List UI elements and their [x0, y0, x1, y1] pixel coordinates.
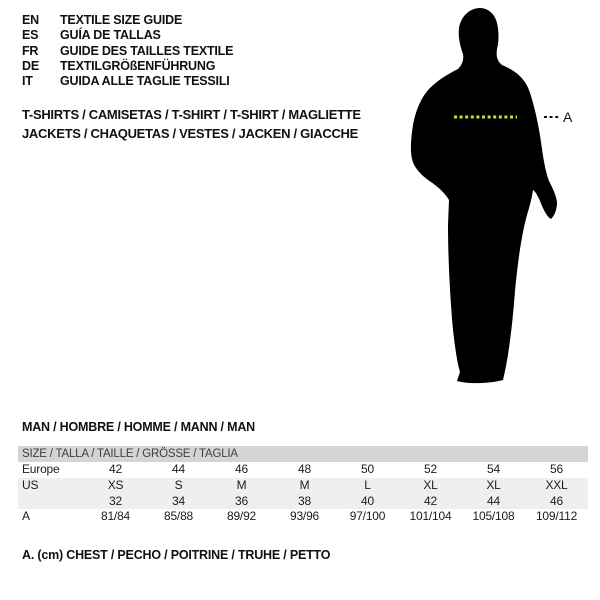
size-cell: 38: [298, 493, 311, 508]
size-cell: 54: [487, 462, 500, 476]
size-cell: 46: [235, 462, 248, 476]
table-row: [18, 494, 588, 510]
size-cell: 40: [361, 493, 374, 508]
measure-label-a: A: [563, 109, 573, 125]
size-cell: 109/112: [535, 509, 578, 524]
size-cell: 42: [424, 493, 437, 508]
language-label: GUÍA DE TALLAS: [60, 28, 161, 43]
size-cell: 56: [550, 462, 563, 476]
size-cell: 89/92: [226, 509, 257, 524]
footnote-chest: A. (cm) CHEST / PECHO / POITRINE / TRUHE / PETTO: [22, 548, 331, 562]
language-label: TEXTILGRÖßENFÜHRUNG: [60, 58, 216, 73]
language-label: GUIDA ALLE TAGLIE TESSILI: [60, 74, 230, 89]
size-cell: 48: [298, 462, 311, 476]
size-cell: XL: [486, 477, 501, 492]
language-code: FR: [22, 43, 39, 58]
language-item: [22, 28, 233, 43]
size-cell: 46: [550, 493, 563, 508]
size-cell: M: [236, 477, 247, 492]
language-code: ES: [22, 28, 39, 43]
language-item: [22, 44, 233, 59]
figure: [400, 4, 590, 390]
size-cell: 101/104: [409, 509, 452, 524]
category-line-jackets: JACKETS / CHAQUETAS / VESTES / JACKEN / GIACCHE: [22, 125, 358, 141]
size-cell: 44: [487, 493, 500, 508]
language-label: TEXTILE SIZE GUIDE: [60, 13, 183, 27]
language-code: IT: [22, 74, 33, 89]
man-silhouette: [400, 4, 590, 390]
row-label: A: [22, 509, 30, 524]
table-row: [18, 509, 588, 525]
size-table-header: SIZE / TALLA / TAILLE / GRÖSSE / TAGLIA: [18, 446, 588, 462]
language-item: [22, 59, 233, 74]
language-item: [22, 74, 233, 89]
section-title-man: MAN / HOMBRE / HOMME / MANN / MAN: [22, 420, 255, 434]
size-cell: 85/88: [163, 509, 194, 524]
size-cell: S: [174, 477, 183, 492]
size-cell: 105/108: [472, 509, 515, 524]
size-cell: XXL: [545, 477, 568, 492]
language-code: EN: [22, 13, 39, 27]
table-row: [18, 462, 588, 478]
size-cell: 81/84: [100, 509, 131, 524]
size-cell: 52: [424, 462, 437, 476]
row-label: Europe: [22, 462, 60, 476]
language-label: GUIDE DES TAILLES TEXTILE: [60, 43, 234, 58]
size-cell: L: [364, 477, 371, 492]
category-line-tshirts: T-SHIRTS / CAMISETAS / T-SHIRT / T-SHIRT / MAGLIETTE: [22, 107, 361, 122]
size-cell: M: [299, 477, 310, 492]
language-code: DE: [22, 58, 39, 73]
table-row: [18, 478, 588, 494]
size-cell: 34: [172, 493, 185, 508]
row-label: US: [22, 477, 39, 492]
size-cell: XS: [107, 477, 124, 492]
size-cell: 36: [235, 493, 248, 508]
language-item: [22, 13, 233, 28]
man-silhouette-shape: [411, 8, 557, 383]
row-label: [18, 494, 84, 510]
size-cell: 44: [172, 462, 185, 476]
size-cell: XL: [423, 477, 438, 492]
size-cell: 32: [109, 493, 122, 508]
size-table: [18, 446, 588, 525]
size-cell: 50: [361, 462, 374, 476]
size-cell: 93/96: [289, 509, 320, 524]
size-cell: 42: [109, 462, 122, 476]
language-list: [22, 13, 233, 89]
size-table-body: [18, 462, 588, 525]
size-cell: 97/100: [349, 509, 386, 524]
category-block: [22, 106, 361, 143]
